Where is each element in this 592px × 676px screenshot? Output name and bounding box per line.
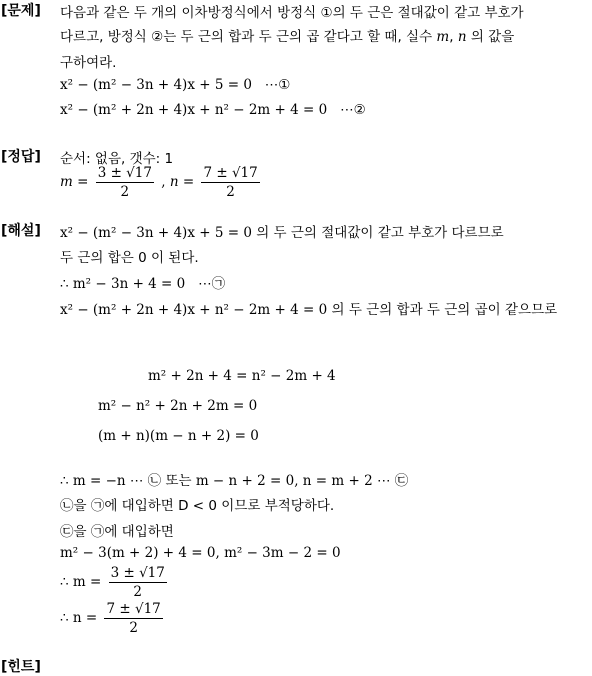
- var-n: n: [457, 29, 467, 45]
- hint-tag: [힌트]: [1, 659, 41, 675]
- problem-line-3: 구하여라.: [60, 55, 117, 71]
- problem-line-2: [60, 25, 514, 45]
- equation-2: [60, 102, 366, 118]
- answer-n-denominator: 2: [226, 184, 235, 200]
- sep: ,: [449, 29, 458, 45]
- answer-n-fraction: [201, 165, 259, 200]
- solution-tag: [해설]: [1, 223, 41, 239]
- solution-n-denominator: 2: [129, 620, 138, 636]
- solution-m-numerator: 3 ± √17: [110, 565, 165, 581]
- equation-1-mark: ⋯①: [264, 77, 291, 93]
- problem-line-1: 다음과 같은 두 개의 이차방정식에서 방정식 ①의 두 근은 절대값이 같고 부호가: [60, 5, 524, 21]
- equation-1-expr: x² − (m² − 3n + 4)x + 5 = 0: [60, 77, 252, 93]
- answer-n-numerator: 7 ± √17: [203, 165, 258, 181]
- solution-line-4: [60, 298, 557, 318]
- solution-eq-1: x² − (m² − 3n + 4)x + 5 = 0: [60, 225, 252, 241]
- derivation-step-1: m² + 2n + 4 = n² − 2m + 4: [148, 368, 336, 384]
- solution-line-7: ㉢을 ㉠에 대입하면: [60, 524, 174, 540]
- solution-text-4: 의 두 근의 합과 두 근의 곱이 같으므로: [327, 302, 558, 318]
- solution-case-1: ∴ m = −n ⋯ ㉡: [60, 473, 162, 489]
- answer-m-fraction: [96, 165, 154, 200]
- solution-line-8: m² − 3(m + 2) + 4 = 0, m² − 3m − 2 = 0: [60, 545, 341, 561]
- solution-case-2: m − n + 2 = 0, n = m + 2 ⋯ ㉢: [195, 473, 409, 489]
- problem-line-2-tail: 의 값을: [466, 29, 515, 45]
- solution-or: 또는: [161, 473, 196, 489]
- solution-n-result: [60, 601, 166, 636]
- equation-2-expr: x² − (m² + 2n + 4)x + n² − 2m + 4 = 0: [60, 102, 328, 118]
- solution-n-label: ∴ n =: [60, 610, 98, 626]
- answer-comma: ,: [161, 174, 166, 190]
- solution-n-numerator: 7 ± √17: [106, 601, 161, 617]
- answer-m-label: m =: [60, 174, 89, 190]
- solution-line-5: [60, 469, 408, 489]
- solution-line-3: [60, 272, 225, 292]
- solution-n-fraction: [104, 601, 162, 636]
- equation-2-mark: ⋯②: [340, 102, 366, 118]
- problem-tag: [문제]: [1, 3, 41, 19]
- solution-m-fraction: [109, 565, 167, 600]
- answer-tag: [정답]: [1, 149, 41, 165]
- solution-m-result: [60, 565, 170, 600]
- solution-eq-4: x² − (m² + 2n + 4)x + n² − 2m + 4 = 0: [60, 302, 328, 318]
- derivation-step-3: (m + n)(m − n + 2) = 0: [98, 428, 259, 444]
- answer-m-denominator: 2: [120, 184, 130, 200]
- solution-line-6: ㉡을 ㉠에 대입하면 D < 0 이므로 부적당하다.: [60, 498, 335, 514]
- problem-line-2-text: 다르고, 방정식 ②는 두 근의 합과 두 근의 곱 같다고 할 때, 실수: [60, 29, 437, 45]
- solution-line-2: 두 근의 합은 0 이 된다.: [60, 250, 199, 266]
- solution-text-1: 의 두 근의 절대값이 같고 부호가 다르므로: [251, 225, 504, 241]
- derivation-step-2: m² − n² + 2n + 2m = 0: [98, 398, 258, 414]
- answer-line-1: 순서: 없음, 갯수: 1: [60, 151, 174, 167]
- solution-m-denominator: 2: [133, 584, 143, 600]
- answer-m-numerator: 3 ± √17: [97, 165, 152, 181]
- solution-line-1: [60, 221, 504, 241]
- solution-mark-3: ⋯㉠: [198, 276, 226, 292]
- solution-m-label: ∴ m =: [60, 574, 102, 590]
- var-m: m: [436, 29, 450, 45]
- equation-1: [60, 77, 290, 93]
- solution-eq-3: ∴ m² − 3n + 4 = 0: [60, 276, 186, 292]
- answer-n-label: n =: [169, 174, 195, 190]
- answer-values: [60, 165, 263, 200]
